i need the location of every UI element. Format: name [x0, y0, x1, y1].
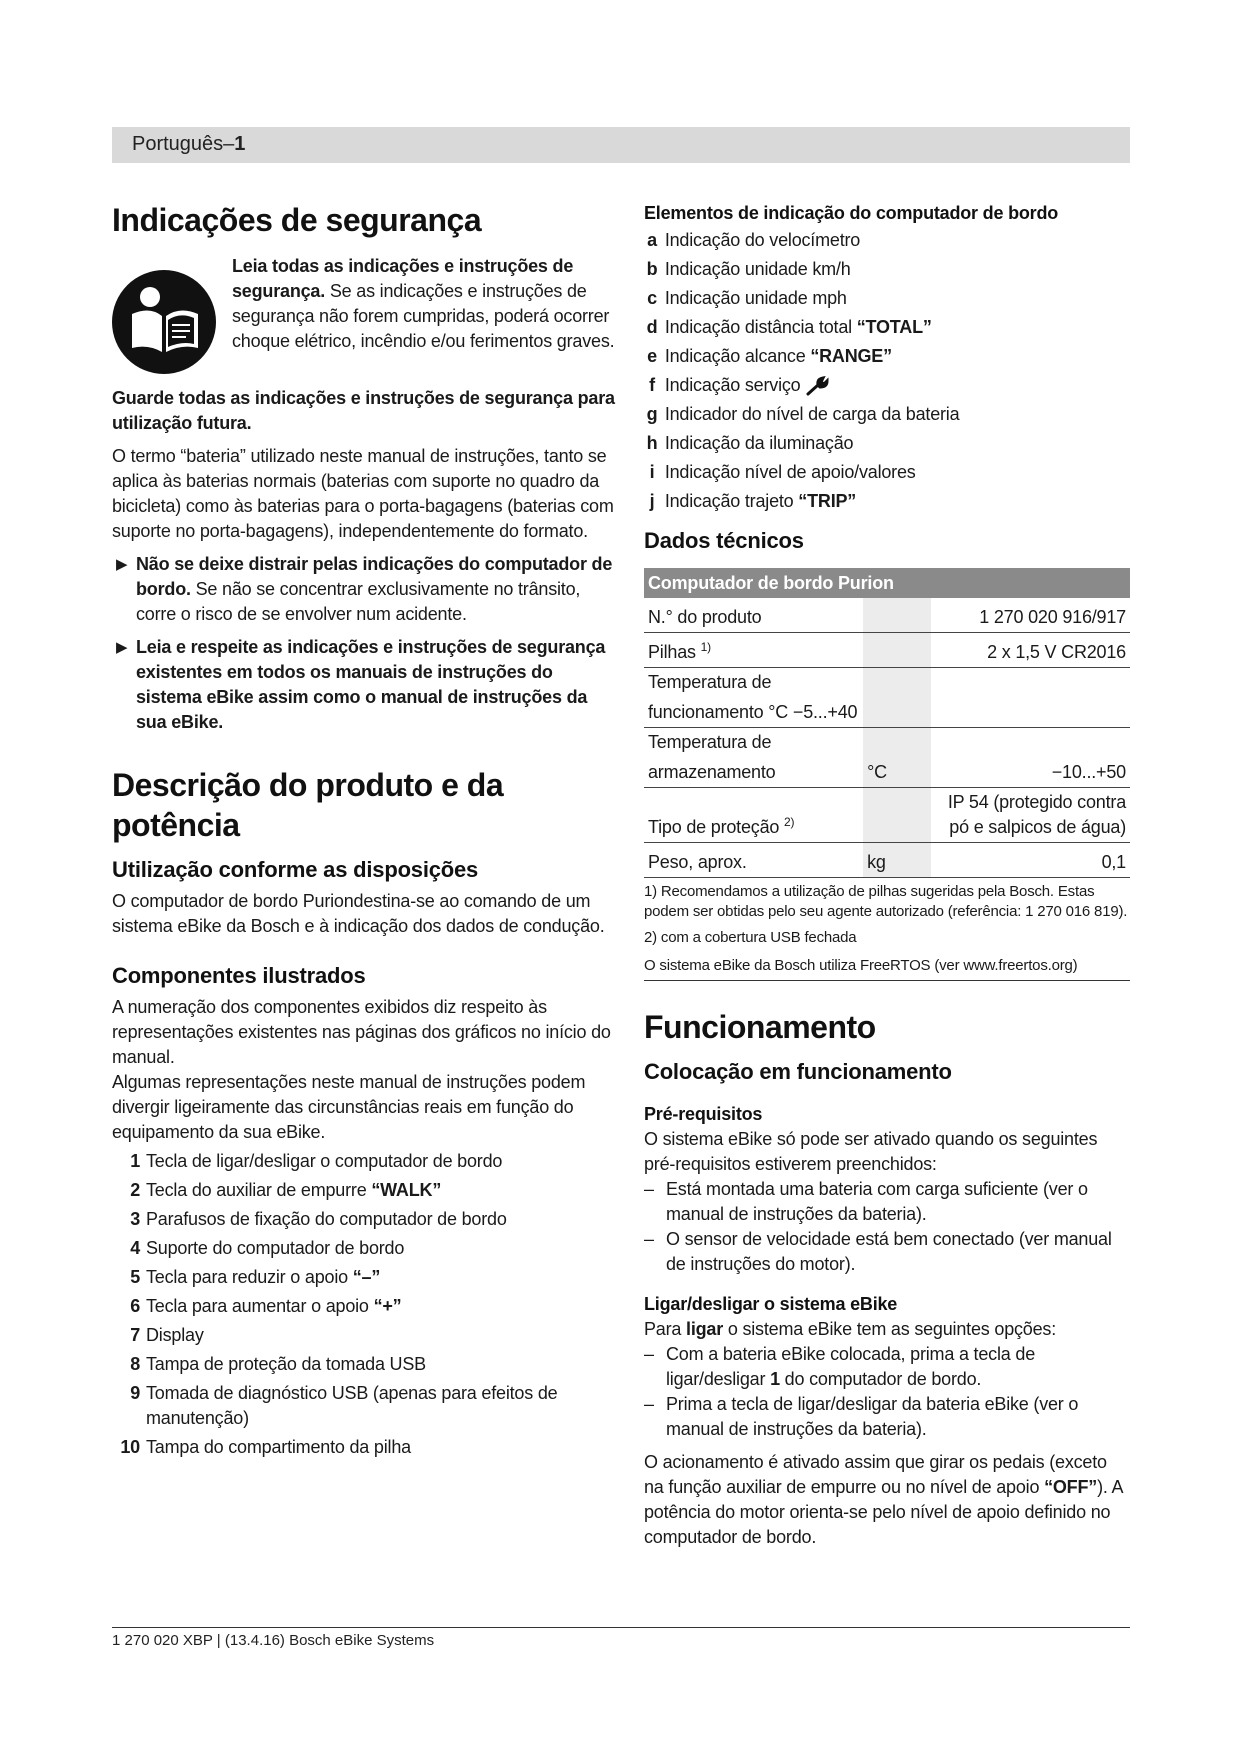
bullet1-bold: Não se deixe distrair pelas indicações do computador de bordo.	[136, 554, 613, 599]
spec-row: N.° do produto 1 270 020 916/917	[644, 598, 1130, 633]
intended-use-title: Utilização conforme as disposições	[112, 857, 479, 882]
onoff-item-1: – Com a bateria eBike colocada, prima a tecla de ligar/desligar 1 do computador de bordo.	[644, 1344, 1036, 1389]
indicator-item: c Indicação unidade mph	[647, 288, 847, 308]
component-item: 10 Tampa do compartimento da pilha	[120, 1437, 411, 1457]
indicator-list	[644, 228, 1130, 514]
component-item: 6 Tecla para aumentar o apoio “+”	[130, 1296, 402, 1316]
component-item: 1 Tecla de ligar/desligar o computador de bordo	[130, 1151, 503, 1171]
safety-lead-bold: Leia todas as indicações e instruções de segurança.	[232, 256, 574, 301]
components-list	[112, 1149, 618, 1460]
onoff-intro: Para ligar o sistema eBike tem as seguintes opções:	[644, 1319, 1057, 1339]
keep-instructions: Guarde todas as indicações e instruções de segurança para utilização futura.	[112, 388, 615, 433]
component-item: 2 Tecla do auxiliar de empurre “WALK”	[130, 1180, 442, 1200]
startup-title: Colocação em funcionamento	[644, 1059, 952, 1084]
indicator-item: a Indicação do velocímetro	[647, 230, 861, 250]
prerequisites-title: Pré-requisitos	[644, 1104, 763, 1124]
footer-text: 1 270 020 XBP | (13.4.16) Bosch eBike Systems	[112, 1632, 435, 1649]
freertos-note: O sistema eBike da Bosch utiliza FreeRTOS (ver www.freertos.org)	[644, 957, 1078, 974]
intended-use-text: O computador de bordo Puriondestina-se ao comando de um sistema eBike da Bosch e à indicação dos dados de condução.	[112, 891, 605, 936]
left-column	[112, 200, 618, 1464]
bullet2-bold: Leia e respeite as indicações e instruções de segurança existentes em todos os manuais de instruções do sistema eBike assim como o manual de instruções da sua eBike.	[136, 637, 606, 732]
spec-row: Pilhas $^{1)}$ 2 x 1,5 V CR2016	[644, 633, 1130, 668]
component-item: 3 Parafusos de fixação do computador de bordo	[130, 1209, 507, 1229]
spec-row: Temperatura de armazenamento °C −10...+50	[644, 728, 1130, 788]
triangle-bullet-icon: ▶	[116, 639, 128, 656]
safety-intro	[112, 254, 618, 374]
display-elements-title: Elementos de indicação do computador de bordo	[644, 203, 1059, 223]
prerequisites-text: O sistema eBike só pode ser ativado quando os seguintes pré-requisitos estiverem preenchidos:	[644, 1129, 1098, 1174]
tech-data-title: Dados técnicos	[644, 528, 804, 553]
footnote-2: 2) com a cobertura USB fechada	[644, 929, 857, 946]
page-header	[112, 127, 1130, 163]
component-item: 8 Tampa de proteção da tomada USB	[130, 1354, 426, 1374]
operation-title: Funcionamento	[644, 1009, 876, 1045]
spec-row: Temperatura de funcionamento °C −5...+40	[644, 668, 1130, 728]
indicator-item: d Indicação distância total “TOTAL”	[646, 317, 932, 337]
wrench-icon	[805, 375, 831, 397]
components-title: Componentes ilustrados	[112, 963, 366, 988]
spec-row: Tipo de proteção $^{2)}$ IP 54 (protegido contra pó e salpicos de água)	[644, 788, 1130, 843]
warning-bullet-1	[112, 552, 618, 627]
divider	[644, 980, 1130, 981]
header-page-number: 1	[234, 133, 246, 155]
indicator-item: j Indicação trajeto “TRIP”	[649, 491, 857, 511]
page-footer	[112, 1627, 1130, 1649]
onoff-item-2: – Prima a tecla de ligar/desligar da bateria eBike (ver o manual de instruções da bateria).	[644, 1394, 1079, 1439]
spec-table-header: Computador de bordo Purion	[644, 568, 1130, 598]
triangle-bullet-icon: ▶	[116, 556, 128, 573]
indicator-item: i Indicação nível de apoio/valores	[649, 462, 916, 482]
drive-text: O acionamento é ativado assim que girar os pedais (exceto na função auxiliar de empurre ou no nível de apoio “OFF”). A potência do motor orienta-se pelo nível de apoio definido no computador de bordo.	[644, 1452, 1123, 1547]
battery-term-paragraph: O termo “bateria” utilizado neste manual de instruções, tanto se aplica às baterias normais (baterias com suporte no quadro da bicicleta) como às baterias para o porta-bagagens (baterias com suporte no porta-bagagens), independentemente do formato.	[112, 446, 614, 541]
prerequisite-item: – Está montada uma bateria com carga suficiente (ver o manual de instruções da bateria).	[644, 1179, 1088, 1224]
prerequisite-item: – O sensor de velocidade está bem conectado (ver manual de instruções do motor).	[644, 1229, 1112, 1274]
footnote-1: 1) Recomendamos a utilização de pilhas sugeridas pela Bosch. Estas podem ser obtidas pelo seu agente autorizado (referência: 1 270 016 819).	[644, 883, 1128, 920]
read-manual-icon	[112, 270, 216, 374]
component-item: 5 Tecla para reduzir o apoio “–”	[130, 1267, 381, 1287]
indicator-item: g Indicador do nível de carga da bateria	[646, 404, 960, 424]
header-language: Português	[132, 133, 224, 155]
indicator-item: h Indicação da iluminação	[646, 433, 854, 453]
header-separator: –	[223, 133, 235, 155]
bullet1-text: Se não se concentrar exclusivamente no trânsito, corre o risco de se envolver num acidente.	[136, 579, 581, 624]
components-text-2: Algumas representações neste manual de instruções podem divergir ligeiramente das circunstâncias reais em função do equipamento da sua eBike.	[112, 1072, 586, 1142]
product-title: Descrição do produto e da potência	[112, 767, 504, 843]
right-column	[644, 200, 1130, 1550]
spec-table	[644, 568, 1130, 878]
components-text-1: A numeração dos componentes exibidos diz respeito às representações existentes nas páginas dos gráficos no início do manual.	[112, 997, 611, 1067]
spec-row: Peso, aprox. kg 0,1	[644, 843, 1130, 878]
indicator-item: e Indicação alcance “RANGE”	[647, 346, 892, 366]
safety-lead	[232, 254, 618, 354]
indicator-item: f Indicação serviço	[644, 373, 1130, 398]
onoff-title: Ligar/desligar o sistema eBike	[644, 1294, 898, 1314]
component-item: 4 Suporte do computador de bordo	[130, 1238, 405, 1258]
indicator-item: b Indicação unidade km/h	[646, 259, 851, 279]
warning-bullet-2	[112, 635, 618, 735]
component-item: 7 Display	[130, 1325, 204, 1345]
component-item: 9 Tomada de diagnóstico USB (apenas para efeitos de manutenção)	[130, 1383, 558, 1428]
safety-title: Indicações de segurança	[112, 202, 482, 238]
safety-lead-text: Se as indicações e instruções de segurança não forem cumpridas, poderá ocorrer choque elétrico, incêndio e/ou ferimentos graves.	[232, 281, 615, 351]
